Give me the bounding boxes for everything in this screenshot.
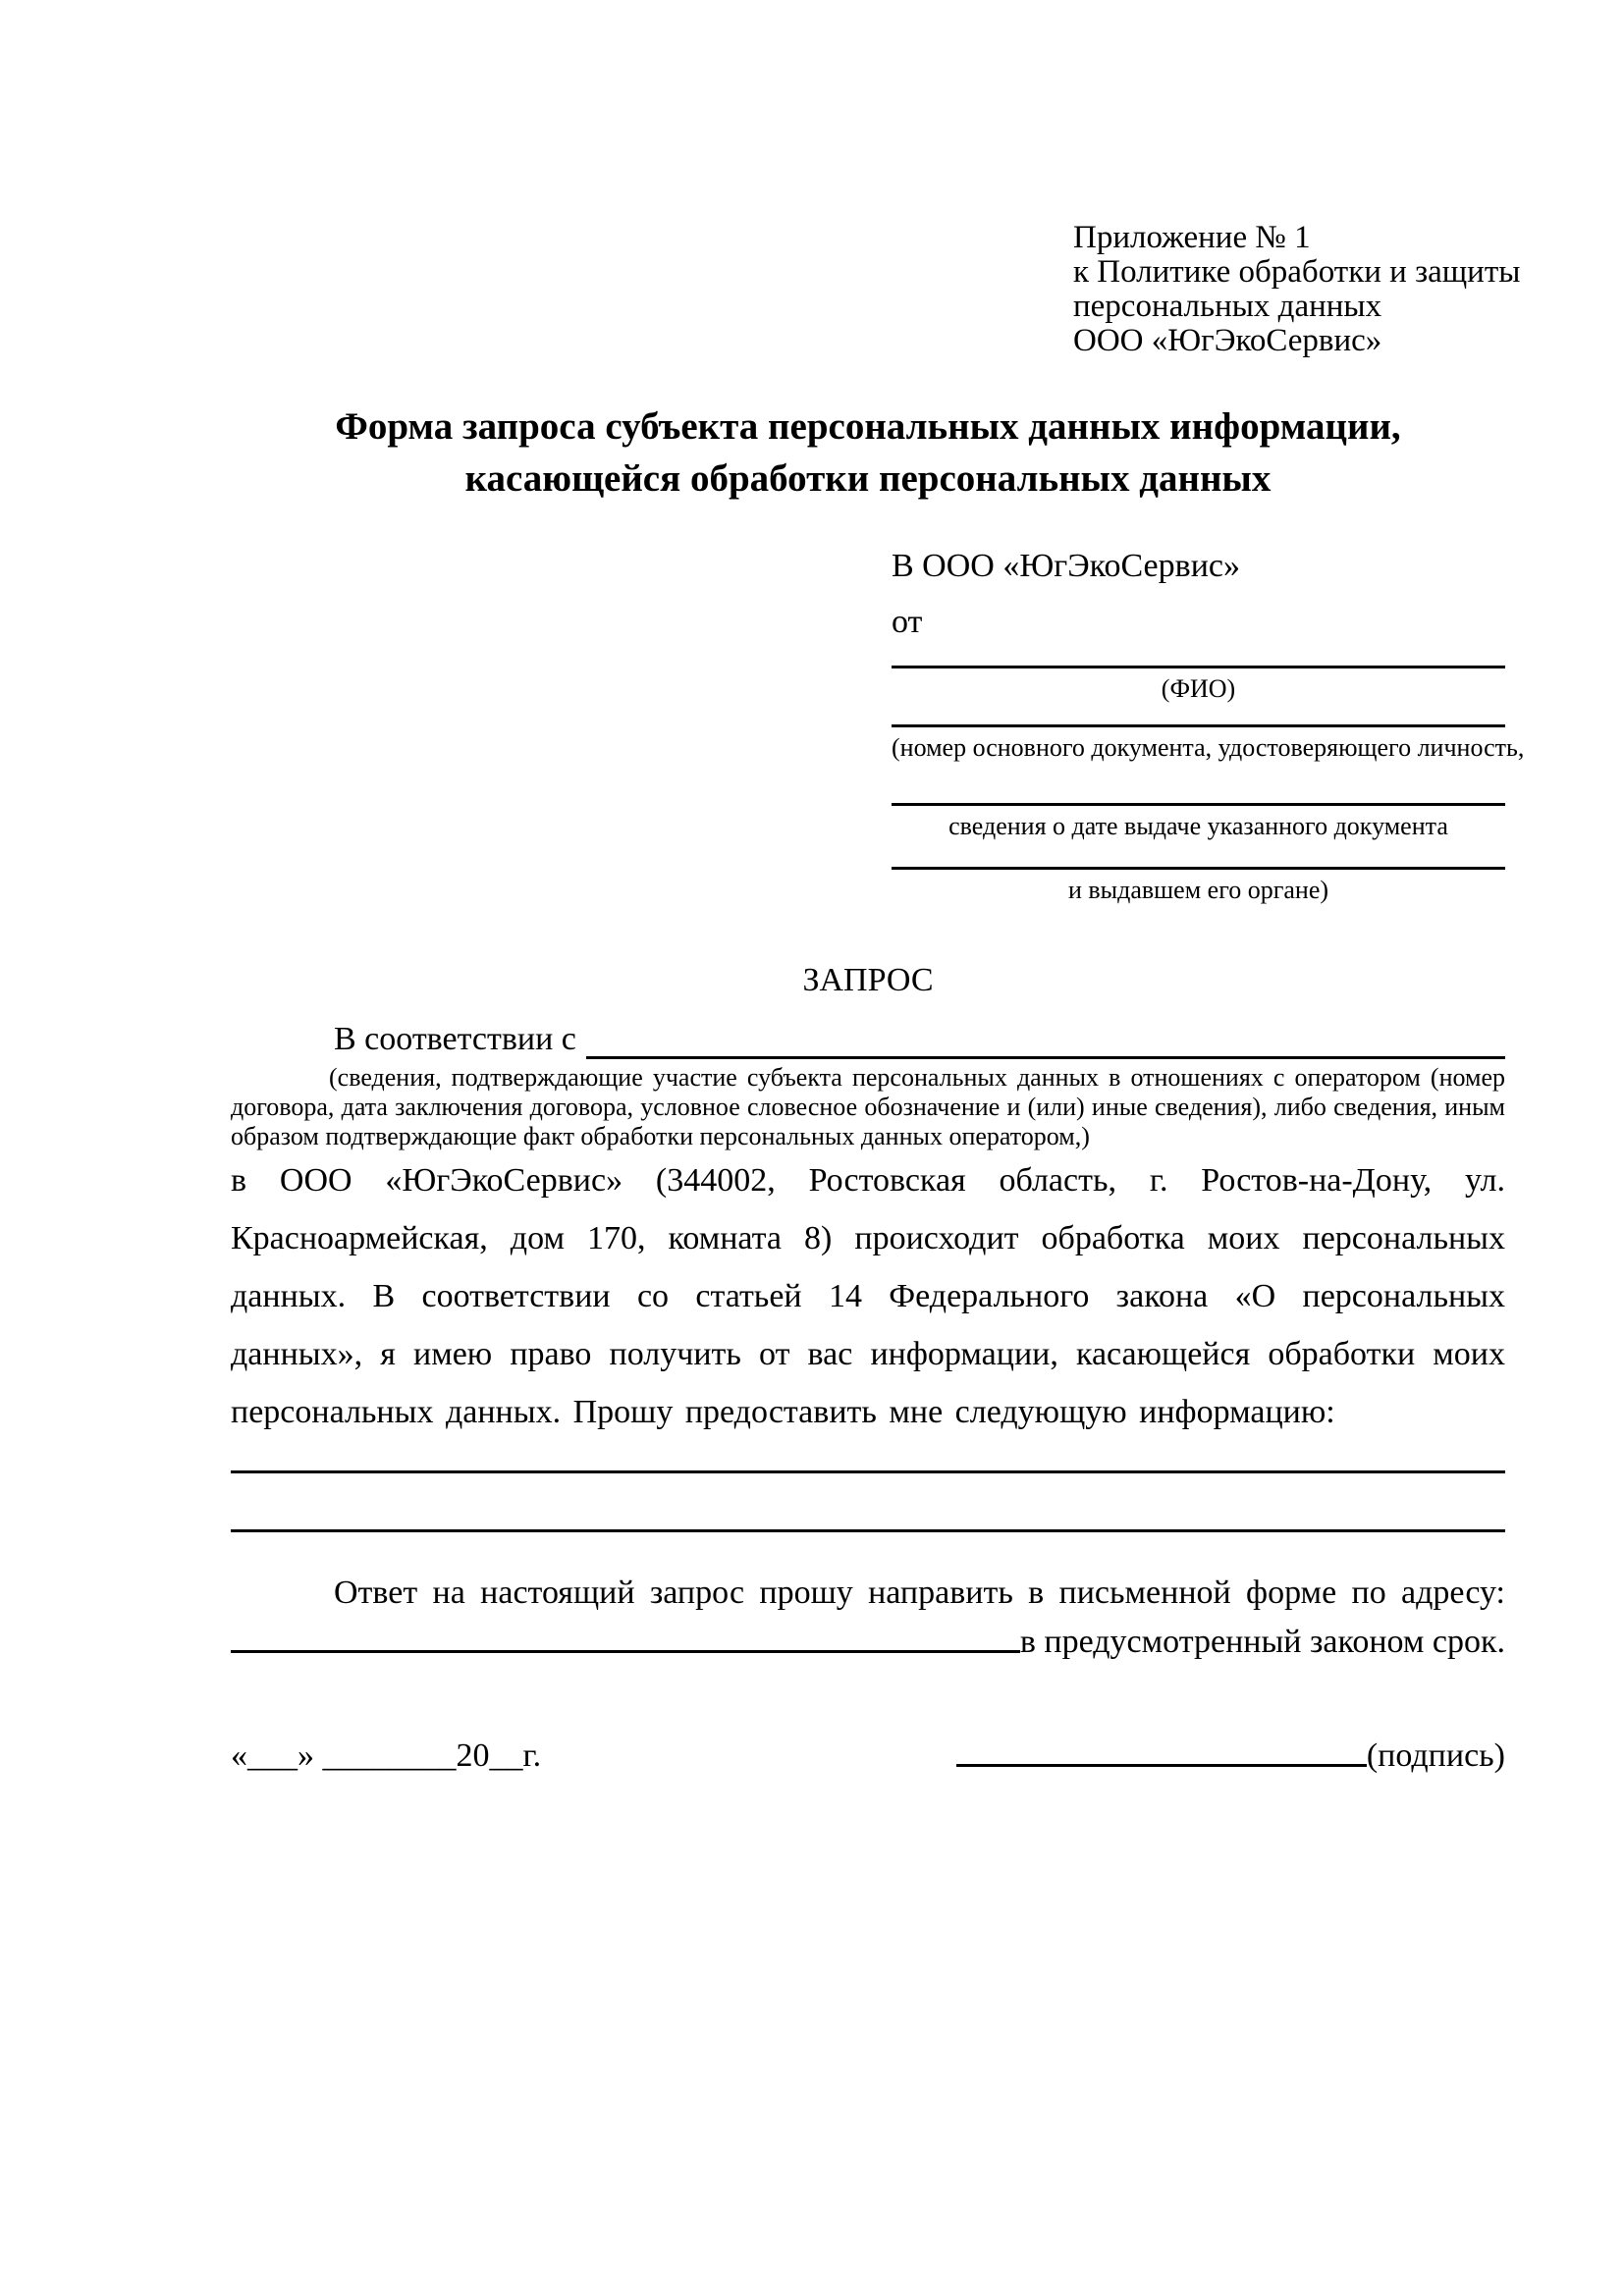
signature-field-line[interactable] <box>956 1735 1367 1767</box>
basis-field-caption: (сведения, подтверждающие участие субъекта персональных данных в отношениях с оператором (номер договора, дата заключения договора, условное словесное обозначение и (или) иные сведения), либо сведения, иным образом подтверждающие факт обработки персональных данных оператором,) <box>231 1063 1505 1150</box>
addressee-to: В ООО «ЮгЭкоСервис» <box>892 548 1240 584</box>
requested-info-field-line-1[interactable] <box>231 1470 1505 1473</box>
document-title <box>231 400 1505 505</box>
appendix-line-3: персональных данных <box>1073 289 1382 324</box>
id-document-number-caption: (номер основного документа, удостоверяющего личность, <box>892 733 1525 762</box>
id-document-issuer-field-line[interactable] <box>892 841 1505 870</box>
addressee-block <box>892 545 1525 905</box>
answer-address-row <box>231 1621 1505 1664</box>
request-body-paragraph: в ООО «ЮгЭкоСервис» (344002, Ростовская область, г. Ростов-на-Дону, ул. Красноармейская, дом 170, комната 8) происходит обработка моих персональных данных. В соответствии со статьей 14 Федерального закона «О персональных данных», я имею право получить от вас информации, касающейся обработки моих персональных данных. Прошу предоставить мне следующую информацию: <box>231 1162 1505 1430</box>
requested-info-field-line-2[interactable] <box>231 1529 1505 1532</box>
basis-field-line[interactable] <box>586 1018 1505 1059</box>
fio-field-line[interactable] <box>892 644 1505 668</box>
id-document-issue-date-caption: сведения о дате выдаче указанного документа <box>948 812 1448 840</box>
answer-suffix-label: в предусмотренный законом срок. <box>1019 1624 1505 1660</box>
intro-lead-label: В соответствии с <box>334 1021 576 1057</box>
signature-group <box>956 1735 1505 1778</box>
request-heading: ЗАПРОС <box>802 962 934 998</box>
signature-caption: (подпись) <box>1366 1737 1505 1774</box>
appendix-block <box>1073 220 1521 358</box>
document-title-line-1: Форма запроса субъекта персональных данных информации, <box>335 405 1401 448</box>
date-field[interactable]: «___» ________20__г. <box>231 1737 542 1774</box>
id-document-issuer-caption: и выдавшем его органе) <box>1067 876 1329 904</box>
appendix-line-1: Приложение № 1 <box>1073 220 1311 255</box>
appendix-line-4: ООО «ЮгЭкоСервис» <box>1073 323 1382 358</box>
intro-row <box>231 1018 1505 1061</box>
document-title-line-2: касающейся обработки персональных данных <box>464 457 1272 500</box>
answer-address-field-line[interactable] <box>231 1621 1020 1653</box>
appendix-line-2: к Политике обработки и защиты <box>1073 254 1521 290</box>
addressee-from-label: от <box>892 604 923 640</box>
date-signature-row <box>231 1735 1505 1778</box>
fio-field-caption: (ФИО) <box>1161 674 1236 703</box>
id-document-number-field-line[interactable] <box>892 704 1505 727</box>
answer-request-paragraph: Ответ на настоящий запрос прошу направить в письменной форме по адресу: <box>334 1575 1505 1611</box>
id-document-issue-date-field-line[interactable] <box>892 763 1505 806</box>
